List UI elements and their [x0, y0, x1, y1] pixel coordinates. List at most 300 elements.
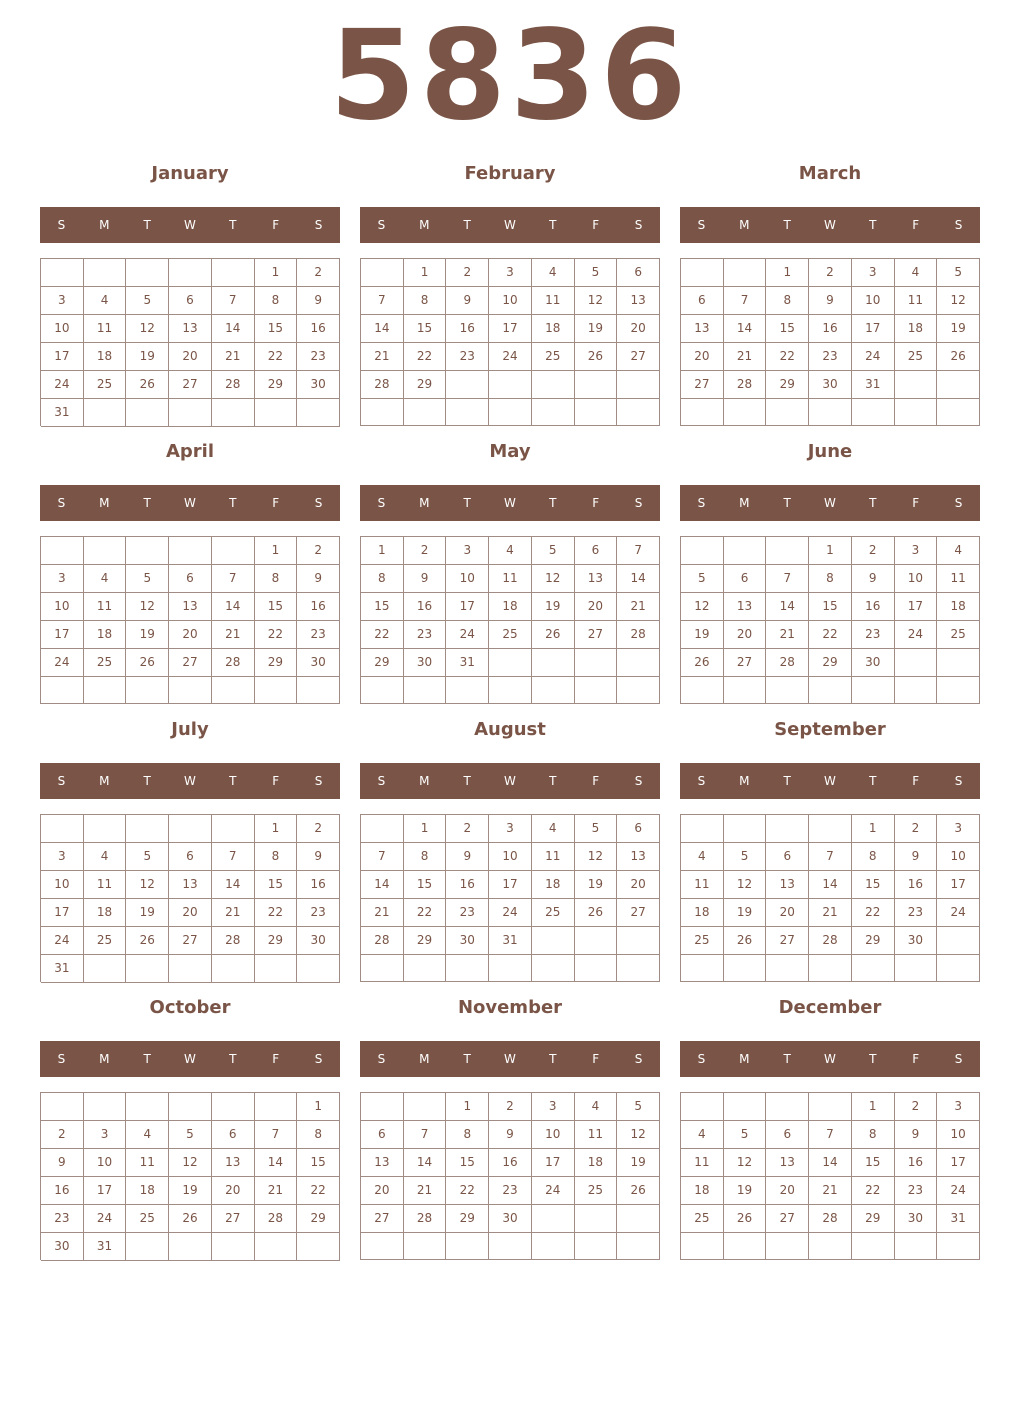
day-cell: 18 [681, 899, 724, 927]
day-cell: 7 [361, 843, 404, 871]
day-cell: 28 [809, 1205, 852, 1233]
day-cell: 19 [126, 621, 169, 649]
weekday-label: S [697, 218, 706, 232]
weekday-label: T [229, 218, 237, 232]
day-cell [212, 815, 255, 843]
day-cell: 14 [809, 1149, 852, 1177]
day-cell [41, 537, 84, 565]
weekday-label: T [549, 218, 557, 232]
weekday-header [680, 1041, 980, 1077]
day-cell: 16 [895, 871, 938, 899]
day-cell: 23 [297, 899, 340, 927]
day-cell [895, 955, 938, 982]
day-cell [212, 259, 255, 287]
day-cell: 28 [809, 927, 852, 955]
day-cell: 7 [404, 1121, 447, 1149]
day-cell: 10 [41, 871, 84, 899]
day-cell: 9 [297, 565, 340, 593]
day-cell: 27 [169, 927, 212, 955]
day-cell: 28 [361, 927, 404, 955]
day-cell: 12 [724, 871, 767, 899]
day-cell: 25 [681, 1205, 724, 1233]
day-cell: 11 [84, 593, 127, 621]
day-cell [489, 399, 532, 426]
day-cell: 18 [126, 1177, 169, 1205]
day-cell: 20 [212, 1177, 255, 1205]
day-cell: 22 [297, 1177, 340, 1205]
day-cell: 30 [297, 927, 340, 955]
day-cell: 7 [212, 287, 255, 315]
day-cell [212, 1093, 255, 1121]
day-cell: 10 [41, 315, 84, 343]
day-cell: 18 [84, 621, 127, 649]
day-cell: 7 [809, 843, 852, 871]
month-title: August [474, 719, 546, 740]
day-cell: 19 [169, 1177, 212, 1205]
day-cell [724, 399, 767, 426]
day-cell: 1 [852, 815, 895, 843]
month-title: April [165, 441, 215, 462]
day-cell [937, 955, 980, 982]
day-cell [724, 677, 767, 704]
weekday-label: F [592, 496, 600, 510]
day-cell: 23 [895, 1177, 938, 1205]
day-cell: 15 [852, 871, 895, 899]
day-cell: 3 [532, 1093, 575, 1121]
day-cell [126, 955, 169, 983]
day-cell: 10 [489, 843, 532, 871]
day-cell: 19 [126, 899, 169, 927]
day-cell: 20 [766, 899, 809, 927]
day-cell [617, 677, 660, 704]
day-cell: 30 [852, 649, 895, 677]
day-cell [297, 399, 340, 427]
day-cell [766, 537, 809, 565]
day-cell: 21 [212, 899, 255, 927]
day-cell: 9 [809, 287, 852, 315]
day-cell [297, 1233, 340, 1261]
day-cell: 6 [169, 843, 212, 871]
day-cell: 21 [212, 343, 255, 371]
day-cell: 20 [169, 621, 212, 649]
day-cell: 15 [255, 871, 298, 899]
day-cell [532, 927, 575, 955]
day-cell: 13 [617, 287, 660, 315]
day-grid [360, 258, 660, 426]
weekday-label: S [634, 218, 643, 232]
day-cell [895, 1233, 938, 1260]
weekday-label: S [314, 1052, 323, 1066]
weekday-label: W [184, 774, 196, 788]
day-cell: 25 [126, 1205, 169, 1233]
day-cell: 25 [84, 649, 127, 677]
day-cell [575, 399, 618, 426]
day-cell: 25 [489, 621, 532, 649]
day-cell [361, 955, 404, 982]
day-cell: 14 [724, 315, 767, 343]
day-cell: 5 [126, 287, 169, 315]
day-cell: 21 [361, 899, 404, 927]
day-cell: 31 [84, 1233, 127, 1261]
day-cell: 20 [169, 343, 212, 371]
weekday-label: W [504, 496, 516, 510]
day-cell: 12 [937, 287, 980, 315]
day-cell [575, 955, 618, 982]
day-cell: 8 [404, 843, 447, 871]
day-cell [937, 399, 980, 426]
month-title: March [798, 163, 862, 184]
day-cell: 5 [724, 1121, 767, 1149]
day-cell [852, 677, 895, 704]
day-cell: 25 [575, 1177, 618, 1205]
day-cell: 28 [617, 621, 660, 649]
weekday-label: M [99, 218, 110, 232]
day-cell [532, 399, 575, 426]
day-cell [446, 371, 489, 399]
weekday-label: T [869, 1052, 877, 1066]
day-cell: 24 [489, 343, 532, 371]
day-cell [297, 677, 340, 704]
day-cell: 27 [617, 343, 660, 371]
day-cell: 13 [766, 1149, 809, 1177]
weekday-header [680, 207, 980, 243]
day-cell [489, 371, 532, 399]
day-cell [41, 259, 84, 287]
weekday-label: T [143, 218, 151, 232]
day-cell: 4 [575, 1093, 618, 1121]
day-cell [169, 955, 212, 983]
day-cell [724, 1093, 767, 1121]
day-cell: 18 [84, 343, 127, 371]
day-cell: 1 [297, 1093, 340, 1121]
day-grid [40, 1092, 340, 1260]
weekday-header [680, 763, 980, 799]
day-cell: 22 [852, 1177, 895, 1205]
day-cell: 21 [404, 1177, 447, 1205]
day-cell [212, 399, 255, 427]
day-cell [681, 955, 724, 982]
day-cell: 25 [532, 343, 575, 371]
day-cell: 18 [681, 1177, 724, 1205]
weekday-label: S [377, 774, 386, 788]
day-cell: 24 [937, 1177, 980, 1205]
day-cell: 21 [809, 1177, 852, 1205]
day-cell [766, 1093, 809, 1121]
day-cell: 14 [361, 315, 404, 343]
day-cell: 8 [361, 565, 404, 593]
day-cell: 2 [41, 1121, 84, 1149]
day-cell: 28 [212, 927, 255, 955]
day-cell: 30 [489, 1205, 532, 1233]
day-cell: 22 [404, 899, 447, 927]
weekday-label: S [57, 774, 66, 788]
day-cell [126, 1093, 169, 1121]
weekday-label: M [419, 496, 430, 510]
day-cell [852, 399, 895, 426]
day-cell: 9 [297, 843, 340, 871]
weekday-label: S [314, 496, 323, 510]
day-cell: 5 [575, 815, 618, 843]
weekday-label: T [783, 496, 791, 510]
day-cell: 1 [404, 815, 447, 843]
day-cell: 6 [361, 1121, 404, 1149]
day-cell: 30 [895, 1205, 938, 1233]
weekday-label: T [229, 774, 237, 788]
day-cell [126, 677, 169, 704]
day-cell: 17 [41, 343, 84, 371]
day-cell: 21 [617, 593, 660, 621]
day-cell: 15 [852, 1149, 895, 1177]
day-cell [937, 649, 980, 677]
weekday-label: F [592, 1052, 600, 1066]
weekday-header [680, 485, 980, 521]
day-cell: 15 [297, 1149, 340, 1177]
day-cell [169, 677, 212, 704]
day-cell [532, 1233, 575, 1260]
weekday-label: M [739, 774, 750, 788]
day-cell: 12 [126, 593, 169, 621]
day-cell: 23 [41, 1205, 84, 1233]
day-cell: 19 [937, 315, 980, 343]
weekday-label: W [824, 774, 836, 788]
day-grid [360, 1092, 660, 1260]
day-cell: 18 [575, 1149, 618, 1177]
weekday-label: T [869, 774, 877, 788]
weekday-header [40, 1041, 340, 1077]
day-cell: 14 [255, 1149, 298, 1177]
weekday-label: M [99, 1052, 110, 1066]
day-cell [724, 955, 767, 982]
weekday-label: T [463, 1052, 471, 1066]
day-cell [575, 1233, 618, 1260]
day-cell: 4 [532, 815, 575, 843]
weekday-label: T [549, 496, 557, 510]
weekday-label: S [954, 1052, 963, 1066]
day-cell: 15 [404, 315, 447, 343]
weekday-label: W [184, 218, 196, 232]
day-cell [361, 1233, 404, 1260]
day-cell: 15 [255, 593, 298, 621]
day-cell [255, 399, 298, 427]
weekday-label: T [229, 1052, 237, 1066]
day-cell: 3 [852, 259, 895, 287]
day-cell: 3 [84, 1121, 127, 1149]
day-cell: 7 [212, 843, 255, 871]
day-cell [681, 1093, 724, 1121]
day-cell: 2 [404, 537, 447, 565]
day-cell: 24 [937, 899, 980, 927]
day-cell [809, 1233, 852, 1260]
day-cell: 12 [126, 315, 169, 343]
weekday-label: F [272, 218, 280, 232]
day-cell: 9 [895, 843, 938, 871]
day-cell: 17 [446, 593, 489, 621]
day-cell: 3 [489, 259, 532, 287]
day-cell: 15 [809, 593, 852, 621]
day-cell [404, 1233, 447, 1260]
day-cell [446, 399, 489, 426]
day-cell: 1 [852, 1093, 895, 1121]
day-cell: 25 [84, 927, 127, 955]
day-cell: 18 [532, 315, 575, 343]
day-cell: 29 [404, 927, 447, 955]
day-cell: 6 [617, 259, 660, 287]
weekday-header [40, 485, 340, 521]
day-cell: 6 [169, 565, 212, 593]
day-cell [255, 677, 298, 704]
day-cell: 14 [766, 593, 809, 621]
day-cell [852, 1233, 895, 1260]
day-cell: 1 [361, 537, 404, 565]
day-cell: 19 [126, 343, 169, 371]
day-cell: 24 [895, 621, 938, 649]
day-grid [680, 1092, 980, 1260]
day-cell: 13 [169, 315, 212, 343]
day-grid [360, 536, 660, 704]
day-cell: 26 [126, 649, 169, 677]
day-cell: 29 [404, 371, 447, 399]
day-cell: 17 [937, 1149, 980, 1177]
day-cell: 26 [724, 1205, 767, 1233]
weekday-label: S [314, 218, 323, 232]
day-cell: 3 [41, 287, 84, 315]
day-cell [255, 1093, 298, 1121]
month-title: June [807, 441, 853, 462]
day-cell [404, 1093, 447, 1121]
weekday-label: S [697, 496, 706, 510]
day-cell: 6 [766, 843, 809, 871]
day-cell: 3 [937, 815, 980, 843]
weekday-label: S [697, 774, 706, 788]
day-grid [360, 814, 660, 982]
day-cell [681, 537, 724, 565]
day-cell: 19 [575, 871, 618, 899]
day-cell: 20 [724, 621, 767, 649]
day-cell: 26 [169, 1205, 212, 1233]
day-cell [212, 677, 255, 704]
day-cell: 20 [361, 1177, 404, 1205]
day-cell: 26 [681, 649, 724, 677]
day-cell: 30 [297, 649, 340, 677]
day-cell: 27 [766, 927, 809, 955]
day-cell: 31 [41, 399, 84, 427]
day-grid [40, 536, 340, 704]
day-cell: 26 [532, 621, 575, 649]
day-cell: 30 [404, 649, 447, 677]
day-cell: 3 [446, 537, 489, 565]
day-cell: 19 [575, 315, 618, 343]
day-cell: 11 [532, 843, 575, 871]
day-cell: 16 [895, 1149, 938, 1177]
day-cell: 2 [446, 815, 489, 843]
day-cell: 23 [404, 621, 447, 649]
day-cell: 18 [937, 593, 980, 621]
day-cell [575, 927, 618, 955]
day-cell [766, 677, 809, 704]
day-cell: 28 [255, 1205, 298, 1233]
month-title: January [151, 163, 229, 184]
day-cell [212, 1233, 255, 1261]
day-cell [617, 399, 660, 426]
day-cell: 23 [297, 343, 340, 371]
day-cell: 2 [297, 815, 340, 843]
day-cell: 7 [766, 565, 809, 593]
weekday-label: T [463, 774, 471, 788]
day-cell: 20 [766, 1177, 809, 1205]
day-cell: 18 [84, 899, 127, 927]
day-cell [895, 399, 938, 426]
day-cell [532, 1205, 575, 1233]
day-cell [169, 399, 212, 427]
day-cell: 13 [575, 565, 618, 593]
day-cell: 12 [126, 871, 169, 899]
day-cell: 8 [852, 1121, 895, 1149]
weekday-header [360, 485, 660, 521]
day-cell [169, 1233, 212, 1261]
day-cell [532, 955, 575, 982]
day-cell [617, 927, 660, 955]
weekday-label: M [739, 218, 750, 232]
day-cell: 17 [937, 871, 980, 899]
day-cell: 9 [404, 565, 447, 593]
day-cell [126, 399, 169, 427]
day-cell: 5 [126, 843, 169, 871]
day-cell: 27 [169, 649, 212, 677]
day-cell [895, 677, 938, 704]
day-cell: 16 [446, 871, 489, 899]
day-cell [617, 1233, 660, 1260]
day-cell [404, 677, 447, 704]
day-cell [361, 815, 404, 843]
day-cell [895, 649, 938, 677]
day-cell: 28 [724, 371, 767, 399]
day-cell: 3 [41, 843, 84, 871]
day-cell: 21 [255, 1177, 298, 1205]
day-cell [532, 649, 575, 677]
weekday-label: F [592, 218, 600, 232]
day-cell: 27 [169, 371, 212, 399]
day-cell [361, 1093, 404, 1121]
day-cell: 11 [84, 315, 127, 343]
day-cell: 11 [126, 1149, 169, 1177]
day-cell [724, 1233, 767, 1260]
day-cell [489, 649, 532, 677]
day-cell: 13 [169, 593, 212, 621]
day-cell [617, 1205, 660, 1233]
day-cell: 24 [489, 899, 532, 927]
day-cell: 11 [84, 871, 127, 899]
day-cell [361, 677, 404, 704]
day-cell: 24 [446, 621, 489, 649]
day-cell [84, 399, 127, 427]
day-cell: 17 [84, 1177, 127, 1205]
day-cell [41, 815, 84, 843]
day-cell [766, 815, 809, 843]
day-cell: 24 [852, 343, 895, 371]
day-cell: 28 [766, 649, 809, 677]
day-cell [126, 815, 169, 843]
day-cell: 17 [489, 871, 532, 899]
weekday-label: F [272, 1052, 280, 1066]
day-cell: 21 [766, 621, 809, 649]
weekday-label: T [869, 218, 877, 232]
day-cell: 8 [255, 565, 298, 593]
day-cell: 24 [41, 649, 84, 677]
day-cell: 7 [212, 565, 255, 593]
day-grid [680, 814, 980, 982]
month-title: July [171, 719, 209, 740]
day-cell [126, 537, 169, 565]
